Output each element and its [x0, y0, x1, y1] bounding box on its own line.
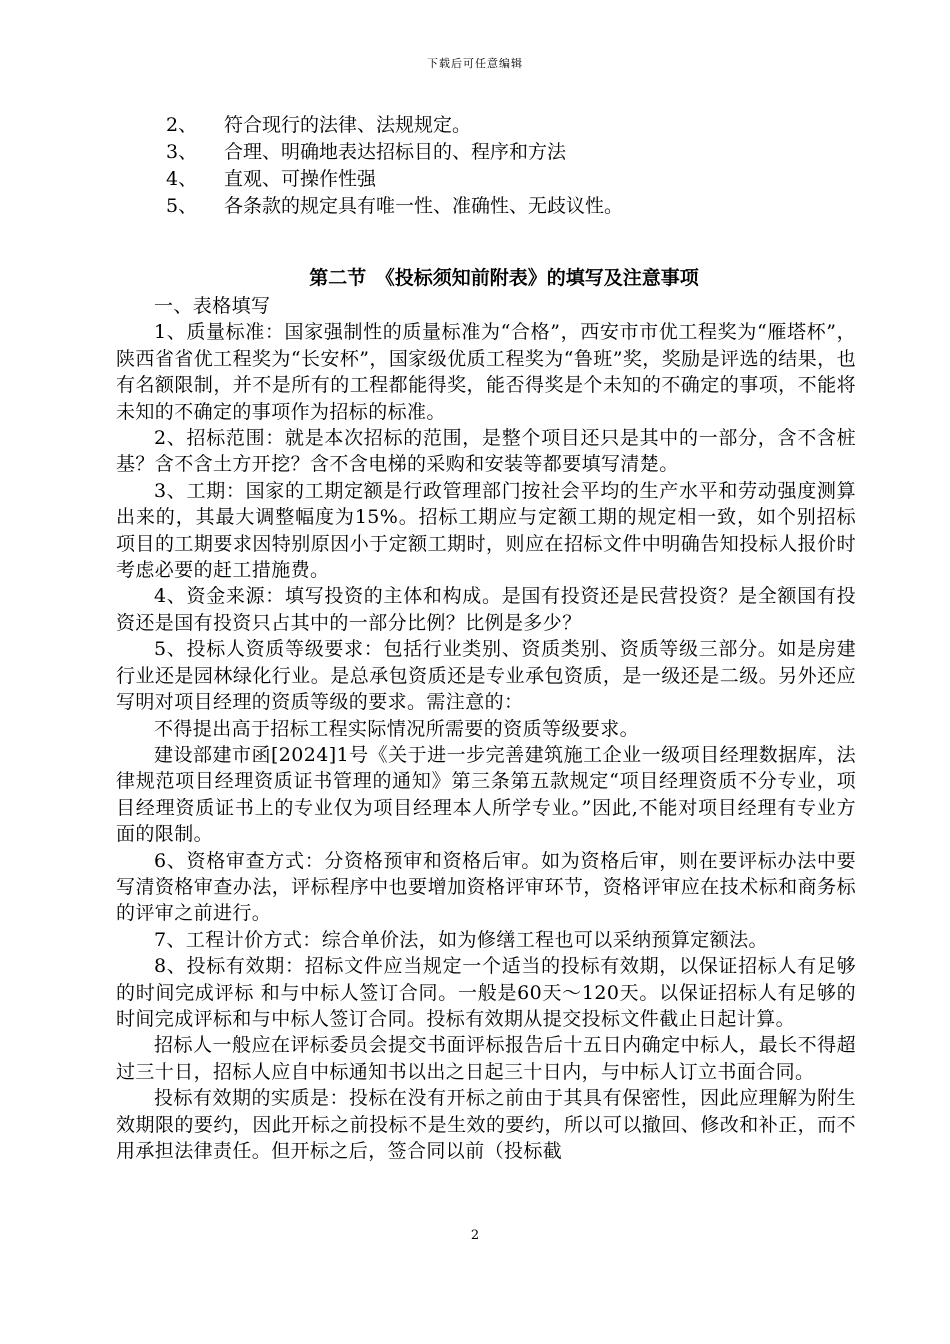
list-number: 3、 [166, 141, 198, 163]
list-text: 合理、明确地表达招标目的、程序和方法 [224, 141, 567, 163]
list-item [116, 193, 856, 220]
paragraph: 4、资金来源：填写投资的主体和构成。是国有投资还是民营投资？是全额国有投资还是国有投资只占其中的一部分比例？比例是多少？ [116, 585, 856, 634]
list-item [116, 139, 856, 166]
section-title: 第二节 《投标须知前附表》的填写及注意事项 [309, 267, 699, 289]
paragraph: 7、工程计价方式：综合单价法，如为修缮工程也可以采纳预算定额法。 [154, 928, 768, 951]
page-header-note: 下载后可任意编辑 [427, 57, 523, 70]
paragraph: 建设部建市函[2024]1号《关于进一步完善建筑施工企业一级项目经理数据库，法律规范项目经理资质证书管理的通知》第三条第五款规定“项目经理资质不分专业，项目经理资质证书上的专业仅为项目经理本人所学专业。”因此,不能对项目经理有专业方面的限制。 [116, 743, 856, 846]
page-number: 2 [470, 1228, 480, 1243]
paragraph: 3、工期：国家的工期定额是行政管理部门按社会平均的生产水平和劳动强度测算出来的，其最大调整幅度为15%。招标工期应与定额工期的规定相一致，如个别招标项目的工期要求因特别原因小于定额工期时，则应在招标文件中明确告知投标人报价时考虑必要的赶工措施费。 [116, 479, 856, 582]
list-text: 直观、可操作性强 [224, 168, 377, 190]
paragraph: 一、表格填写 [154, 295, 271, 317]
list-item [116, 112, 856, 139]
paragraph: 不得提出高于招标工程实际情况所需要的资质等级要求。 [154, 717, 640, 740]
list-item [116, 166, 856, 193]
paragraph: 招标人一般应在评标委员会提交书面评标报告后十五日内确定中标人，最长不得超过三十日，招标人应自中标通知书以出之日起三十日内，与中标人订立书面合同。 [116, 1034, 856, 1083]
document-body [116, 112, 856, 1164]
list-text: 各条款的规定具有唯一性、准确性、无歧议性。 [224, 195, 624, 217]
list-number: 5、 [166, 195, 198, 217]
paragraph: 6、资格审查方式：分资格预审和资格后审。如为资格后审，则在要评标办法中要写清资格审查办法，评标程序中也要增加资格评审环节，资格评审应在技术标和商务标的评审之前进行。 [116, 849, 856, 925]
paragraph: 5、投标人资质等级要求：包括行业类别、资质类别、资质等级三部分。如是房建行业还是园林绿化行业。是总承包资质还是专业承包资质，是一级还是二级。另外还应写明对项目经理的资质等级的要求。需注意的： [116, 638, 856, 714]
list-number: 2、 [166, 114, 198, 136]
paragraph: 投标有效期的实质是：投标在没有开标之前由于其具有保密性，因此应理解为附生效期限的要约，因此开标之前投标不是生效的要约，所以可以撤回、修改和补正，而不用承担法律责任。但开标之后，签合同以前（投标截 [116, 1087, 856, 1162]
list-number: 4、 [166, 168, 198, 190]
paragraph: 1、质量标准：国家强制性的质量标准为“合格”，西安市市优工程奖为“雁塔杯”，陕西省省优工程奖为“长安杯”，国家级优质工程奖为“鲁班”奖，奖励是评选的结果，也有名额限制，并不是所有的工程都能得奖，能否得奖是个未知的不确定的事项，不能将未知的不确定的事项作为招标的标准。 [116, 321, 856, 423]
paragraph: 2、招标范围：就是本次招标的范围，是整个项目还只是其中的一部分，含不含桩基？含不含土方开挖？含不含电梯的采购和安装等都要填写清楚。 [116, 427, 856, 476]
paragraph: 8、投标有效期：招标文件应当规定一个适当的投标有效期，以保证招标人有足够的时间完成评标 和与中标人签订合同。一般是60天～120天。以保证招标人有足够的时间完成评标和与中标人签订合同。投标有效期从提交投标文件截止日起计算。 [116, 955, 856, 1030]
list-text: 符合现行的法律、法规规定。 [224, 114, 472, 136]
